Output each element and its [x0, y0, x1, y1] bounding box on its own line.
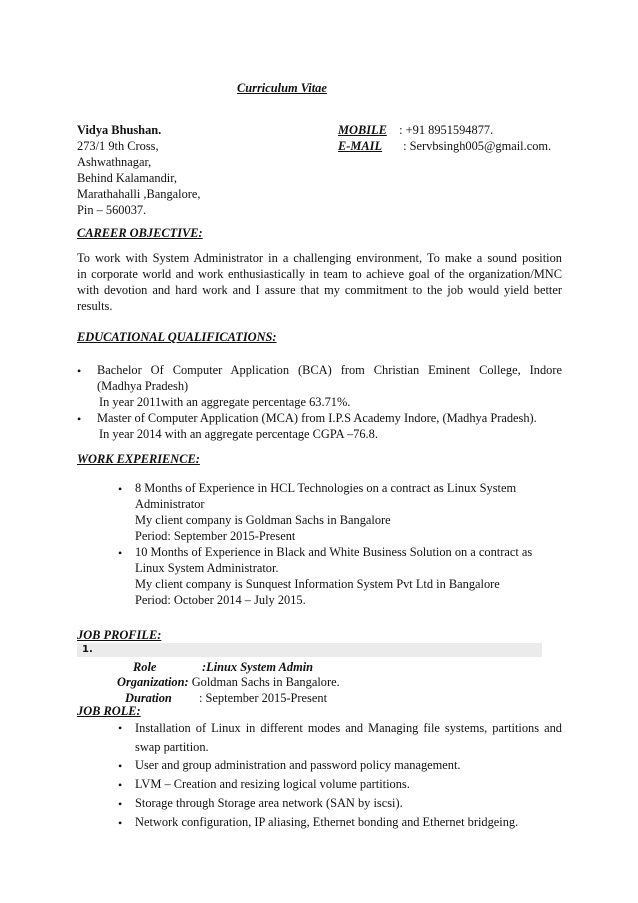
email-value: : Servbsingh005@gmail.com.: [403, 139, 552, 153]
job-role-heading: JOB ROLE:: [77, 704, 141, 718]
bullet-icon: •: [118, 482, 123, 496]
education-item-1-line-2: (Madhya Pradesh): [97, 379, 189, 393]
duration-label: Duration: [125, 691, 172, 705]
address-line-2: Ashwathnagar,: [77, 155, 152, 169]
document-title: Curriculum Vitae: [237, 81, 327, 95]
education-item-1-line-3: In year 2011with an aggregate percentage 63.71%.: [99, 395, 351, 409]
work-item-1-line-1: 8 Months of Experience in HCL Technologies on a contract as Linux System: [135, 481, 517, 495]
objective-line-2: in corporate world and work enthusiastically in team to achieve goal of the organization/MNC: [77, 267, 562, 281]
job-role-item-4: Storage through Storage area network (SAN by iscsi).: [135, 796, 403, 810]
contact-details: [338, 122, 628, 154]
job-role-item-1-line-1: Installation of Linux in different modes and Managing file systems, partitions and: [135, 721, 562, 735]
objective-line-1: To work with System Administrator in a challenging environment, To make a sound position: [77, 251, 562, 265]
job-profile-heading: JOB PROFILE:: [77, 628, 162, 642]
bullet-icon: •: [118, 797, 123, 811]
work-experience-heading: WORK EXPERIENCE:: [77, 452, 200, 466]
work-item-1-line-4: Period: September 2015-Present: [135, 529, 296, 543]
job-profile-table-row: [77, 643, 542, 657]
work-item-1: [135, 480, 516, 544]
education-heading: EDUCATIONAL QUALIFICATIONS:: [77, 330, 277, 344]
work-item-1-line-3: My client company is Goldman Sachs in Bangalore: [135, 513, 391, 527]
job-role-item-5: Network configuration, IP aliasing, Ethernet bonding and Ethernet bridgeing.: [135, 815, 519, 829]
objective-line-3: with devotion and hard work and I assure that my commitment to the job would yield better: [77, 283, 562, 297]
career-objective-text: [77, 250, 562, 314]
address-line-3: Behind Kalamandir,: [77, 171, 177, 185]
bullet-icon: •: [118, 759, 123, 773]
education-item-1-line-1: Bachelor Of Computer Application (BCA) from Christian Eminent College, Indore: [97, 363, 562, 377]
work-item-2-line-3: My client company is Sunquest Information System Pvt Ltd in Bangalore: [135, 577, 500, 591]
objective-line-4: results.: [77, 299, 113, 313]
work-item-2-line-4: Period: October 2014 – July 2015.: [135, 593, 306, 607]
bullet-icon: •: [118, 546, 123, 560]
work-item-2-line-1: 10 Months of Experience in Black and White Business Solution on a contract as: [135, 545, 533, 559]
mobile-value: : +91 8951594877.: [399, 123, 494, 137]
work-item-1-line-2: Administrator: [135, 497, 205, 511]
mobile-row: [338, 122, 628, 138]
bullet-icon: •: [77, 412, 82, 426]
work-item-2-line-2: Linux System Administrator.: [135, 561, 279, 575]
email-label: E-MAIL: [338, 139, 383, 153]
duration-value: : September 2015-Present: [199, 691, 328, 705]
education-item-2: [97, 410, 537, 442]
job-profile-row-number: 1.: [82, 644, 93, 655]
candidate-name: Vidya Bhushan.: [77, 123, 162, 137]
address-line-5: Pin – 560037.: [77, 203, 147, 217]
personal-details: [77, 122, 327, 218]
address-line-4: Marathahalli ,Bangalore,: [77, 187, 201, 201]
organization-row: [117, 674, 340, 690]
bullet-icon: •: [118, 778, 123, 792]
work-item-2: [135, 544, 532, 608]
job-role-item-1-line-2: swap partition.: [135, 740, 209, 754]
role-label: Role: [133, 660, 157, 674]
job-role-item-2: User and group administration and password policy management.: [135, 758, 461, 772]
mobile-label: MOBILE: [338, 123, 387, 137]
role-value: :Linux System Admin: [202, 660, 314, 674]
education-item-1: [97, 362, 562, 410]
education-item-2-line-1: Master of Computer Application (MCA) from I.P.S Academy Indore, (Madhya Pradesh).: [97, 411, 537, 425]
organization-value: Goldman Sachs in Bangalore.: [191, 675, 340, 689]
career-objective-heading: CAREER OBJECTIVE:: [77, 226, 203, 240]
job-role-item-1: [135, 719, 562, 757]
address-line-1: 273/1 9th Cross,: [77, 139, 159, 153]
email-row: [338, 138, 628, 154]
education-item-2-line-2: In year 2014 with an aggregate percentage CGPA –76.8.: [99, 427, 378, 441]
bullet-icon: •: [77, 364, 82, 378]
organization-label: Organization:: [117, 675, 189, 689]
job-role-item-3: LVM – Creation and resizing logical volume partitions.: [135, 777, 410, 791]
bullet-icon: •: [118, 721, 123, 735]
bullet-icon: •: [118, 816, 123, 830]
